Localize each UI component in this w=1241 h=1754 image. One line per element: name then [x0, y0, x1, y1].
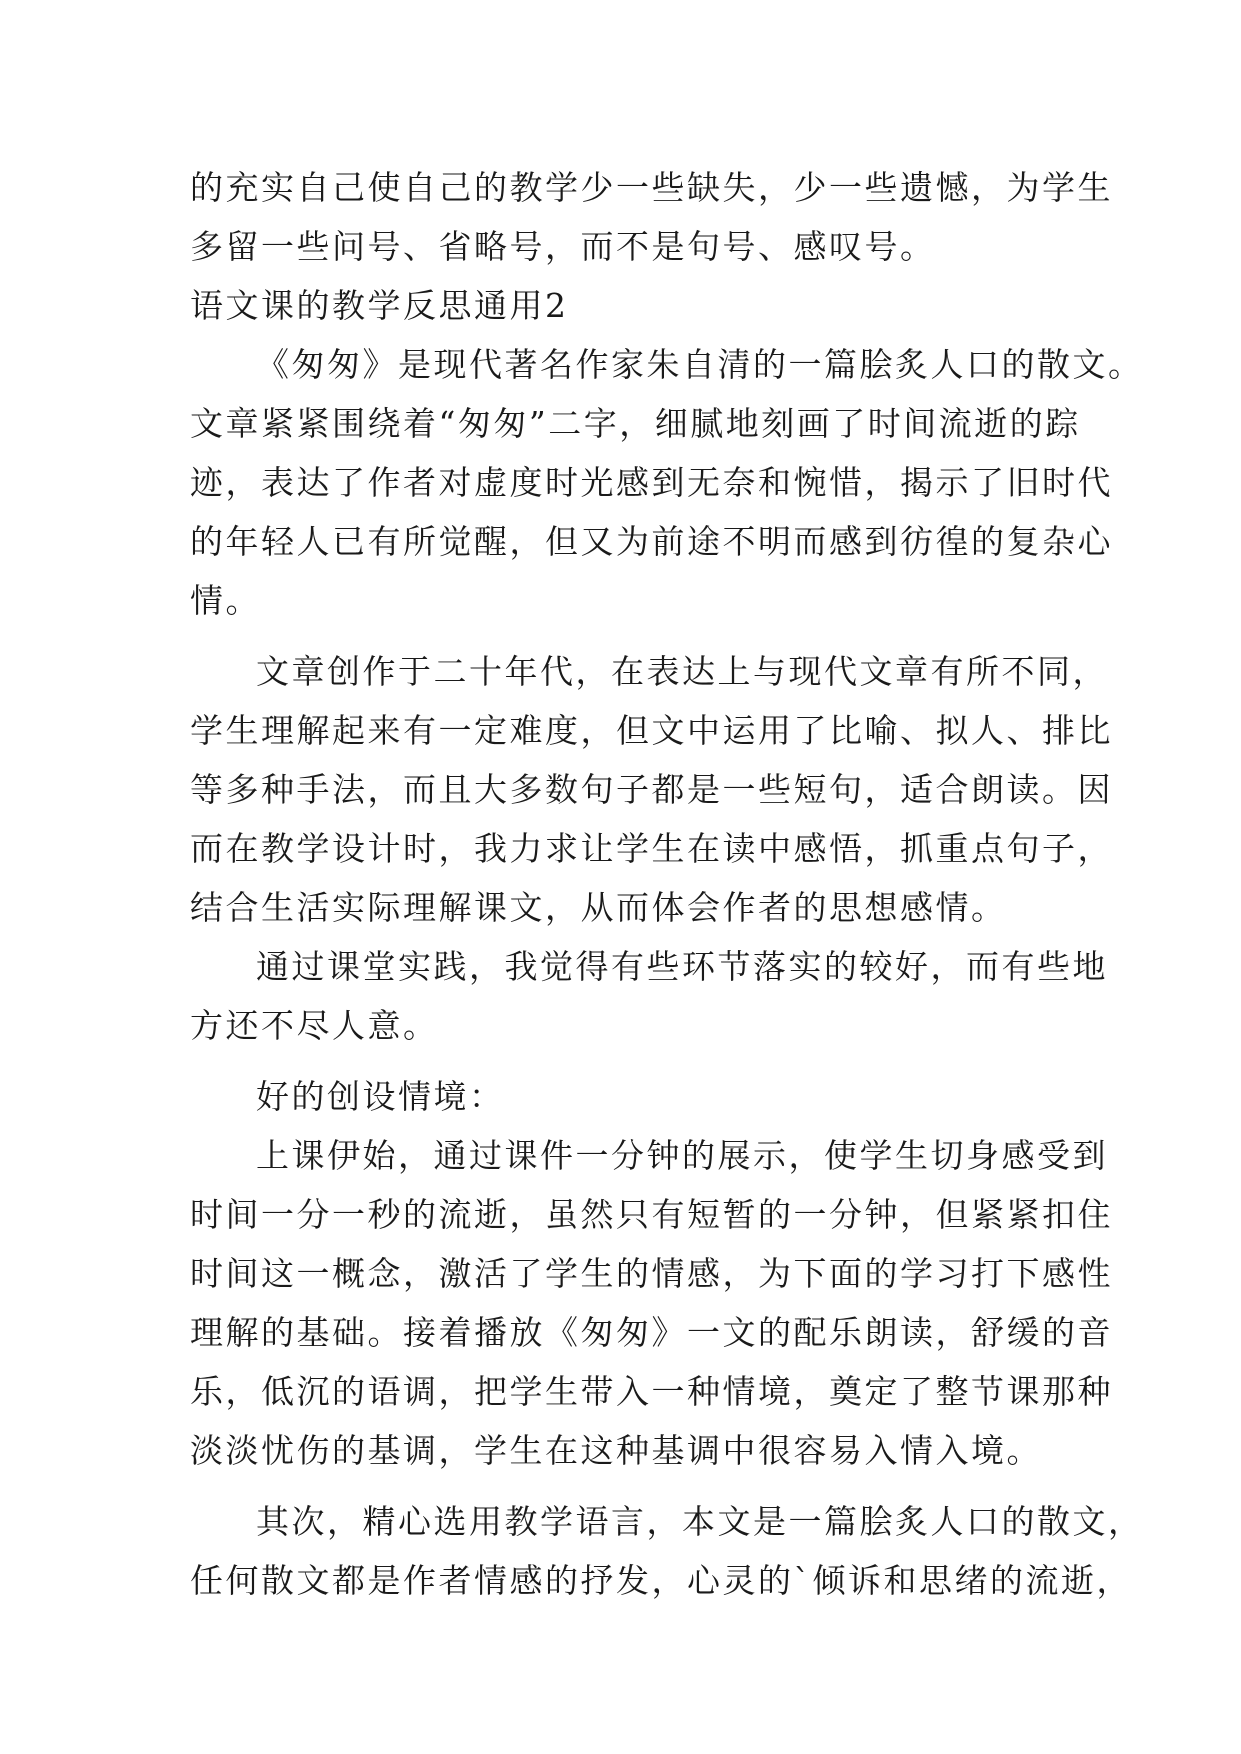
- paragraph-start: 《匆匆》是现代著名作家朱自清的一篇脍炙人口的散文。: [256, 345, 1144, 384]
- paragraph-start: 好的创设情境：: [256, 1077, 505, 1116]
- paragraph-start: 通过课堂实践，我觉得有些环节落实的较好，而有些地: [256, 947, 1108, 986]
- text-line: 文章紧紧围绕着“匆匆”二字，细腻地刻画了时间流逝的踪: [190, 404, 1081, 443]
- text-line: 结合生活实际理解课文，从而体会作者的思想感情。: [190, 888, 1007, 927]
- text-line: 而在教学设计时，我力求让学生在读中感悟，抓重点句子，: [190, 829, 1113, 868]
- text-line: 学生理解起来有一定难度，但文中运用了比喻、拟人、排比: [190, 711, 1113, 750]
- text-line: 方还不尽人意。: [190, 1006, 439, 1045]
- text-line: 任何散文都是作者情感的抒发，心灵的`倾诉和思绪的流逝，: [190, 1561, 1132, 1600]
- text-line: 等多种手法，而且大多数句子都是一些短句，适合朗读。因: [190, 770, 1113, 809]
- text-line: 乐，低沉的语调，把学生带入一种情境，奠定了整节课那种: [190, 1372, 1113, 1411]
- text-line: 情。: [190, 581, 261, 620]
- text-line: 多留一些问号、省略号，而不是句号、感叹号。: [190, 227, 936, 266]
- text-line: 时间这一概念，激活了学生的情感，为下面的学习打下感性: [190, 1254, 1113, 1293]
- text-line: 迹，表达了作者对虚度时光感到无奈和惋惜，揭示了旧时代: [190, 463, 1113, 502]
- document-body: [190, 158, 1144, 1610]
- paragraph-start: 其次，精心选用教学语言，本文是一篇脍炙人口的散文，: [256, 1502, 1144, 1541]
- paragraph-start: 文章创作于二十年代，在表达上与现代文章有所不同，: [256, 652, 1108, 691]
- text-line: 理解的基础。接着播放《匆匆》一文的配乐朗读，舒缓的音: [190, 1313, 1113, 1352]
- text-line: 时间一分一秒的流逝，虽然只有短暂的一分钟，但紧紧扣住: [190, 1195, 1113, 1234]
- text-line: 的充实自己使自己的教学少一些缺失，少一些遗憾，为学生: [190, 168, 1113, 207]
- section-heading: 语文课的教学反思通用2: [190, 286, 569, 325]
- text-line: 的年轻人已有所觉醒，但又为前途不明而感到彷徨的复杂心: [190, 522, 1113, 561]
- text-line: 淡淡忧伤的基调，学生在这种基调中很容易入情入境。: [190, 1431, 1042, 1470]
- paragraph-start: 上课伊始，通过课件一分钟的展示，使学生切身感受到: [256, 1136, 1108, 1175]
